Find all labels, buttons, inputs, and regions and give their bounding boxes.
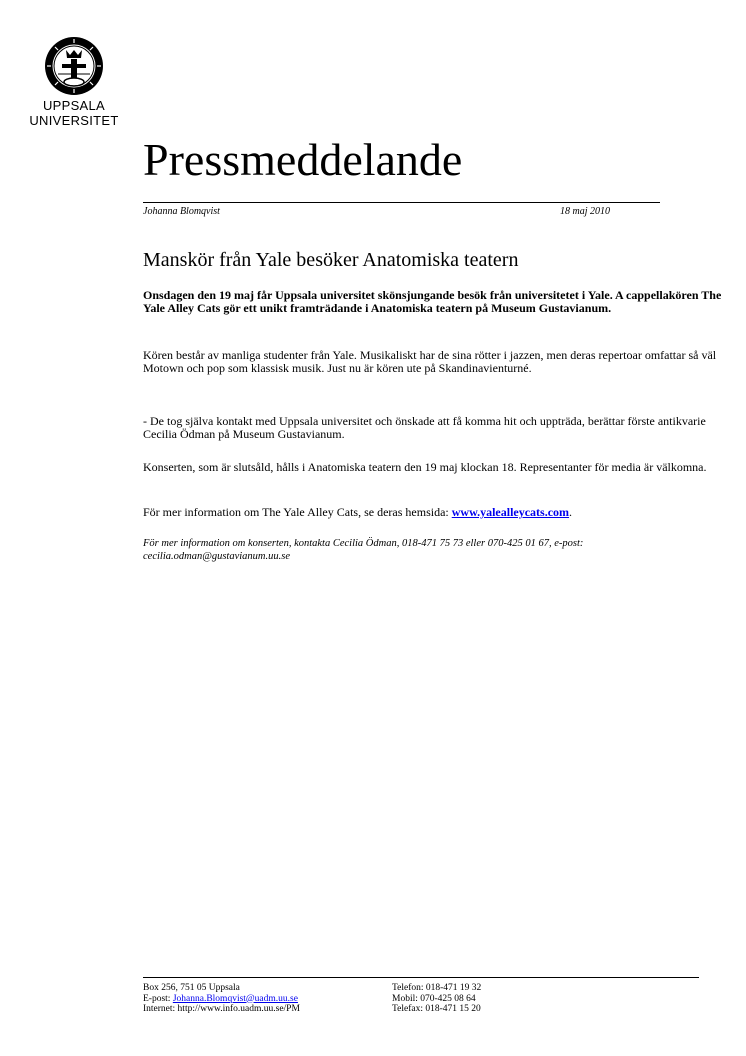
- footer-email-line: [143, 994, 300, 1005]
- body-paragraph: - De tog själva kontakt med Uppsala universitet och önskade att få komma hit och uppträda, berättar förste antikvarie Cecilia Ödman på Museum Gustavianum.: [143, 414, 706, 441]
- publication-date: 18 maj 2010: [560, 206, 610, 217]
- website-suffix: .: [569, 505, 573, 519]
- contact-info: För mer information om konserten, kontakta Cecilia Ödman, 018-471 75 73 eller 070-425 01 67, e-post: cecilia.odman@gustavianum.uu.se: [143, 538, 584, 562]
- website-text: För mer information om The Yale Alley Cats, se deras hemsida:: [143, 505, 452, 519]
- university-name: [0, 98, 148, 128]
- footer-internet: Internet: http://www.info.uadm.uu.se/PM: [143, 1004, 300, 1014]
- footer-address-block: [143, 983, 300, 1015]
- university-seal-logo: [44, 36, 104, 96]
- university-name-line1: UPPSALA: [42, 98, 106, 113]
- footer-divider: [143, 977, 699, 978]
- body-paragraph: Kören består av manliga studenter från Yale. Musikaliskt har de sina rötter i jazzen, men deras repertoar omfattar så väl Motown och pop som klassisk musik. Just nu är kören ute på Skandinavienturné.: [143, 348, 717, 375]
- footer-phone: Telefon: 018-471 19 32: [392, 983, 482, 993]
- footer-mobile: Mobil: 070-425 08 64: [392, 993, 476, 1004]
- header-divider: [143, 202, 660, 203]
- footer-email-link[interactable]: Johanna.Blomqvist@uadm.uu.se: [172, 993, 298, 1004]
- article-heading: Manskör från Yale besöker Anatomiska teatern: [143, 249, 519, 271]
- university-name-line2: UNIVERSITET: [29, 113, 119, 128]
- website-paragraph: [143, 506, 723, 519]
- footer-email-label: E-post:: [143, 993, 173, 1004]
- footer-address: Box 256, 751 05 Uppsala: [143, 983, 240, 993]
- footer-fax: Telefax: 018-471 15 20: [392, 1004, 481, 1014]
- lead-paragraph: Onsdagen den 19 maj får Uppsala universitet skönsjungande besök från universitetet i Yale. A cappellakören The Yale Alley Cats gör ett unikt framträdande i Anatomiska teatern på Museum Gustavianum.: [143, 288, 722, 315]
- footer-phone-block: [392, 983, 481, 1015]
- website-link[interactable]: www.yalealleycats.com: [451, 505, 570, 519]
- author-name: Johanna Blomqvist: [143, 206, 220, 217]
- body-paragraph: Konserten, som är slutsåld, hålls i Anatomiska teatern den 19 maj klockan 18. Representanter för media är välkomna.: [143, 460, 707, 474]
- document-title: Pressmeddelande: [143, 134, 463, 185]
